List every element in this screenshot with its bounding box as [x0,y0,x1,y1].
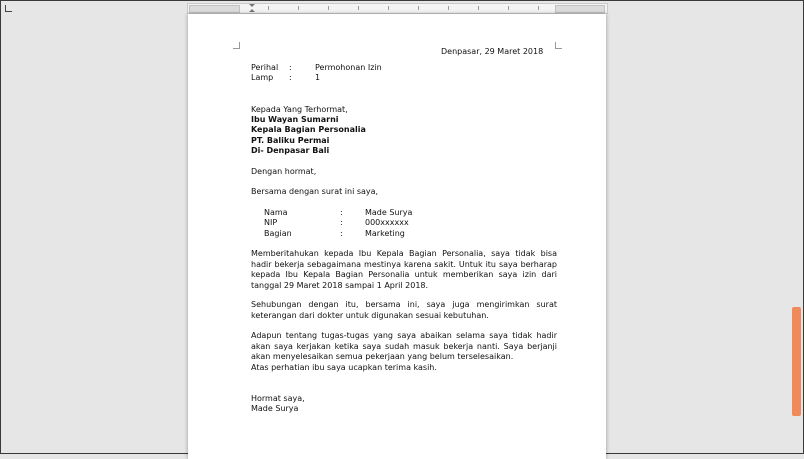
corner-marker [5,5,12,12]
recipient-company: PT. Baliku Permai [251,136,330,145]
margin-corner-mark [555,42,562,49]
detail-colon: : [340,229,343,238]
detail-label: NIP [264,218,278,227]
lamp-label: Lamp [251,73,274,82]
ruler-tick [388,6,389,10]
recipient-intro: Kepada Yang Terhormat, [251,105,348,114]
perihal-value: Permohonan Izin [315,63,382,72]
closing-line: Atas perhatian ibu saya ucapkan terima kasih. [251,363,437,372]
body-paragraph-1: Memberitahukan kepada Ibu Kepala Bagian Personalia, saya tidak bisa hadir bekerja sebagaimana mestinya karena sakit. Untuk itu saya berharap kepada Ibu Kepala Bagian Personalia untuk memberikan saya izin dari tanggal 29 Maret 2018 sampai 1 April 2018. [251,249,557,290]
ruler-tick [298,6,299,10]
recipient-location: Di- Denpasar Bali [251,146,330,155]
ruler-tick [328,6,329,10]
ruler-tick [508,6,509,10]
perihal-label: Perihal [251,63,279,72]
ruler-tick [268,6,269,10]
perihal-colon: : [289,63,292,72]
detail-label: Nama [264,208,288,217]
detail-colon: : [340,218,343,227]
greeting: Dengan hormat, [251,167,317,176]
body-paragraph-2: Sehubungan dengan itu, bersama ini, saya juga mengirimkan surat keterangan dari dokter untuk digunakan sesuai kebutuhan. [251,300,557,320]
vertical-scrollbar-thumb[interactable] [792,307,801,416]
lamp-colon: : [289,73,292,82]
document-page[interactable] [188,14,606,459]
ruler-right-margin [555,5,605,13]
detail-value: Made Surya [365,208,413,217]
detail-label: Bagian [264,229,292,238]
body-paragraph-3: Adapun tentang tugas-tugas yang saya abaikan selama saya tidak hadir akan saya kerjakan ketika saya sudah masuk bekerja nanti. Saya berjanji akan menyelesaikan semua pekerjaan yang belum terselesaikan. [251,331,557,361]
ruler-left-margin [189,5,240,13]
detail-value: 000xxxxxx [365,218,409,227]
margin-corner-mark [233,42,240,49]
ruler-tick [478,6,479,10]
detail-value: Marketing [365,229,405,238]
recipient-name: Ibu Wayan Sumarni [251,115,339,124]
ruler-tick [538,6,539,10]
detail-colon: : [340,208,343,217]
place-date: Denpasar, 29 Maret 2018 [441,47,544,56]
recipient-title: Kepala Bagian Personalia [251,125,366,134]
lamp-value: 1 [315,73,321,82]
signer-name: Made Surya [251,404,299,413]
intro-line: Bersama dengan surat ini saya, [251,187,379,196]
ruler-tick [418,6,419,10]
horizontal-ruler[interactable] [187,3,608,14]
ruler-tick [358,6,359,10]
ruler-tick [448,6,449,10]
sign-off: Hormat saya, [251,394,305,403]
indent-marker-icon[interactable] [249,4,255,12]
